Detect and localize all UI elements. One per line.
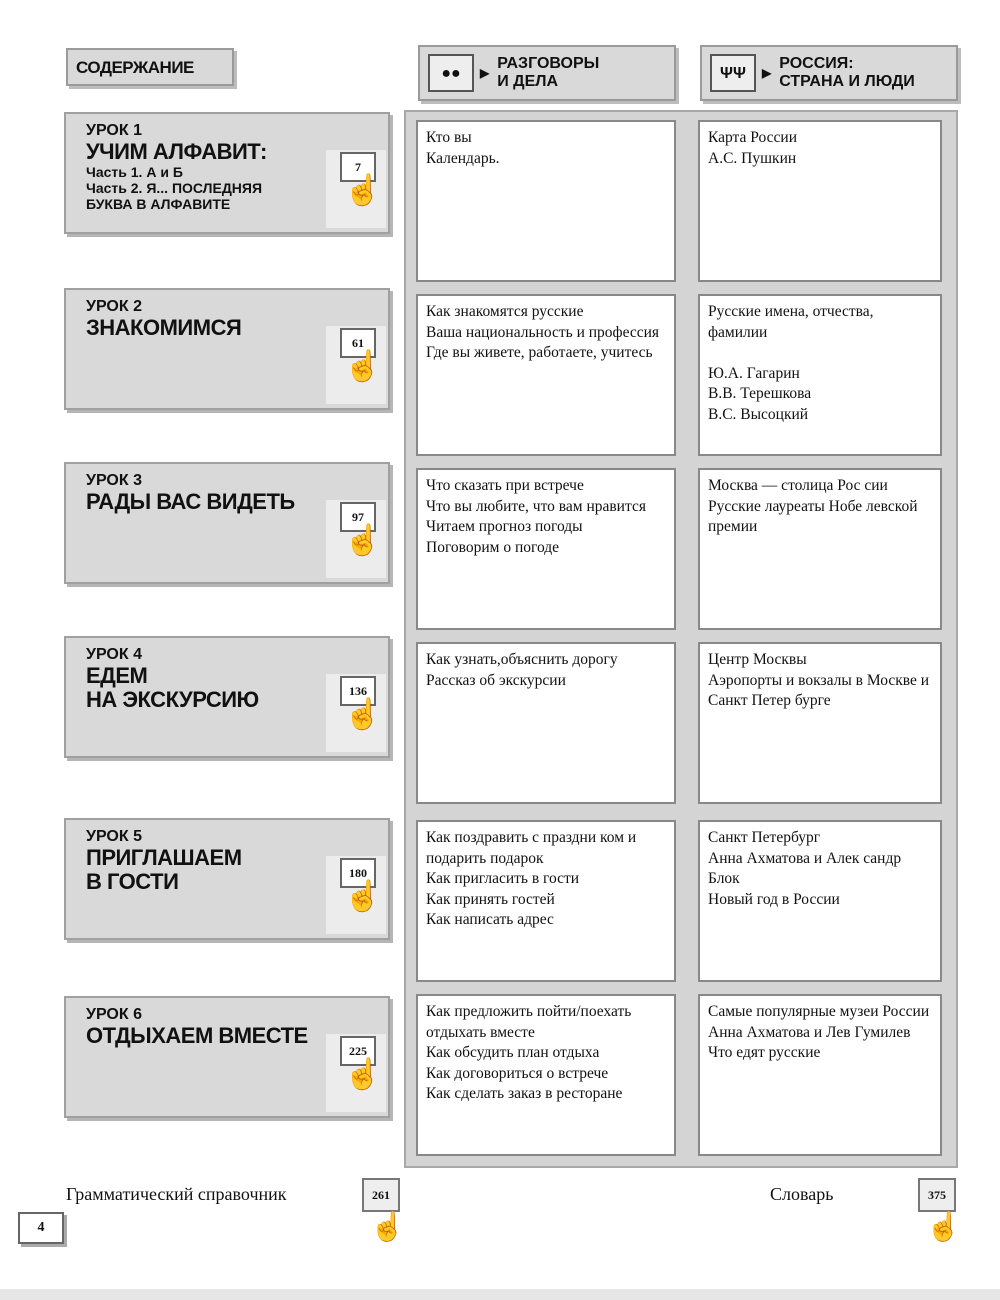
- lesson-heading: [86, 646, 308, 712]
- russia-cell: Центр Москвы Аэропорты и вокзалы в Москве и Санкт Петер бурге: [698, 642, 942, 804]
- talks-cell: Как предложить пойти/поехать отдыхать вместе Как обсудить план отдыха Как договориться о встрече Как сделать заказ в ресторане: [416, 994, 676, 1156]
- lesson-number: УРОК 6: [86, 1006, 142, 1023]
- dictionary-page-ref[interactable]: 375: [918, 1178, 956, 1212]
- dictionary-label[interactable]: Словарь: [770, 1184, 834, 1204]
- talks-cell: Как узнать,объяснить дорогу Рассказ об экскурсии: [416, 642, 676, 804]
- russia-cell: Карта России А.С. Пушкин: [698, 120, 942, 282]
- lesson-number: УРОК 3: [86, 472, 142, 489]
- lesson-title: ЕДЕМ НА ЭКСКУРСИЮ: [86, 663, 259, 712]
- lesson-card[interactable]: [64, 818, 390, 940]
- lesson-heading: [86, 828, 308, 894]
- talks-cell: Что сказать при встрече Что вы любите, что вам нравится Читаем прогноз погоды Поговорим о погоде: [416, 468, 676, 630]
- grammar-reference-label[interactable]: Грамматический справочник: [66, 1184, 287, 1204]
- arrow-icon: ▶: [480, 65, 490, 80]
- pointing-hand-icon: ☝: [926, 1212, 961, 1243]
- lesson-title: ПРИГЛАШАЕМ В ГОСТИ: [86, 845, 242, 894]
- bottom-border: [0, 1289, 1000, 1300]
- column-header-russia-label: РОССИЯ: СТРАНА И ЛЮДИ: [779, 55, 915, 90]
- page-ref[interactable]: 7: [340, 152, 376, 182]
- page-ref[interactable]: 97: [340, 502, 376, 532]
- grammar-page-ref[interactable]: 261: [362, 1178, 400, 1212]
- lesson-heading: [86, 122, 308, 212]
- lesson-title: ЗНАКОМИМСЯ: [86, 315, 242, 340]
- lesson-heading: [86, 1006, 308, 1048]
- lesson-number: УРОК 1: [86, 122, 142, 139]
- column-header-talks-label: РАЗГОВОРЫ И ДЕЛА: [497, 55, 600, 90]
- lesson-page-link[interactable]: [326, 150, 386, 228]
- lesson-card[interactable]: [64, 996, 390, 1118]
- page-ref[interactable]: 61: [340, 328, 376, 358]
- people-icon: ΨΨ: [710, 54, 756, 92]
- lesson-card[interactable]: [64, 636, 390, 758]
- pointing-hand-icon: ☝: [344, 880, 382, 913]
- page-ref[interactable]: 180: [340, 858, 376, 888]
- lesson-heading: [86, 298, 308, 340]
- lesson-page-link[interactable]: [326, 500, 386, 578]
- pointing-hand-icon: ☝: [344, 1058, 382, 1091]
- arrow-icon: ▶: [762, 65, 772, 80]
- lesson-page-link[interactable]: [326, 856, 386, 934]
- talks-cell: Как знакомятся русские Ваша национальность и профессия Где вы живете, работаете, учитесь: [416, 294, 676, 456]
- russia-cell: Москва — столица Рос сии Русские лауреаты Нобе левской премии: [698, 468, 942, 630]
- russia-cell: Русские имена, отчества, фамилии Ю.А. Гагарин В.В. Терешкова В.С. Высоцкий: [698, 294, 942, 456]
- pointing-hand-icon: ☝: [344, 698, 382, 731]
- contents-heading: СОДЕРЖАНИЕ: [66, 48, 234, 86]
- pointing-hand-icon: ☝: [344, 524, 382, 557]
- russia-cell: Самые популярные музеи России Анна Ахматова и Лев Гумилев Что едят русские: [698, 994, 942, 1156]
- lesson-subtitle: Часть 1. А и Б Часть 2. Я... ПОСЛЕДНЯЯ БУКВА В АЛФАВИТЕ: [86, 164, 263, 212]
- pointing-hand-icon: ☝: [370, 1212, 405, 1243]
- lesson-number: УРОК 5: [86, 828, 142, 845]
- lesson-title: ОТДЫХАЕМ ВМЕСТЕ: [86, 1023, 308, 1048]
- pointing-hand-icon: ☝: [344, 174, 382, 207]
- lesson-card[interactable]: [64, 288, 390, 410]
- column-header-talks: [418, 45, 676, 101]
- lesson-page-link[interactable]: [326, 674, 386, 752]
- lesson-heading: [86, 472, 308, 514]
- page-number: 4: [18, 1212, 64, 1244]
- talks-cell: Кто вы Календарь.: [416, 120, 676, 282]
- lesson-card[interactable]: [64, 112, 390, 234]
- lesson-number: УРОК 2: [86, 298, 142, 315]
- dialogue-icon: ●●: [428, 54, 474, 92]
- lesson-title: РАДЫ ВАС ВИДЕТЬ: [86, 489, 295, 514]
- page-ref[interactable]: 136: [340, 676, 376, 706]
- page-ref[interactable]: 225: [340, 1036, 376, 1066]
- lesson-title: УЧИМ АЛФАВИТ:: [86, 139, 267, 164]
- talks-cell: Как поздравить с праздни ком и подарить подарок Как пригласить в гости Как принять гостей Как написать адрес: [416, 820, 676, 982]
- column-header-russia: [700, 45, 958, 101]
- lesson-page-link[interactable]: [326, 326, 386, 404]
- lesson-card[interactable]: [64, 462, 390, 584]
- russia-cell: Санкт Петербург Анна Ахматова и Алек сандр Блок Новый год в России: [698, 820, 942, 982]
- lesson-number: УРОК 4: [86, 646, 142, 663]
- pointing-hand-icon: ☝: [344, 350, 382, 383]
- lesson-page-link[interactable]: [326, 1034, 386, 1112]
